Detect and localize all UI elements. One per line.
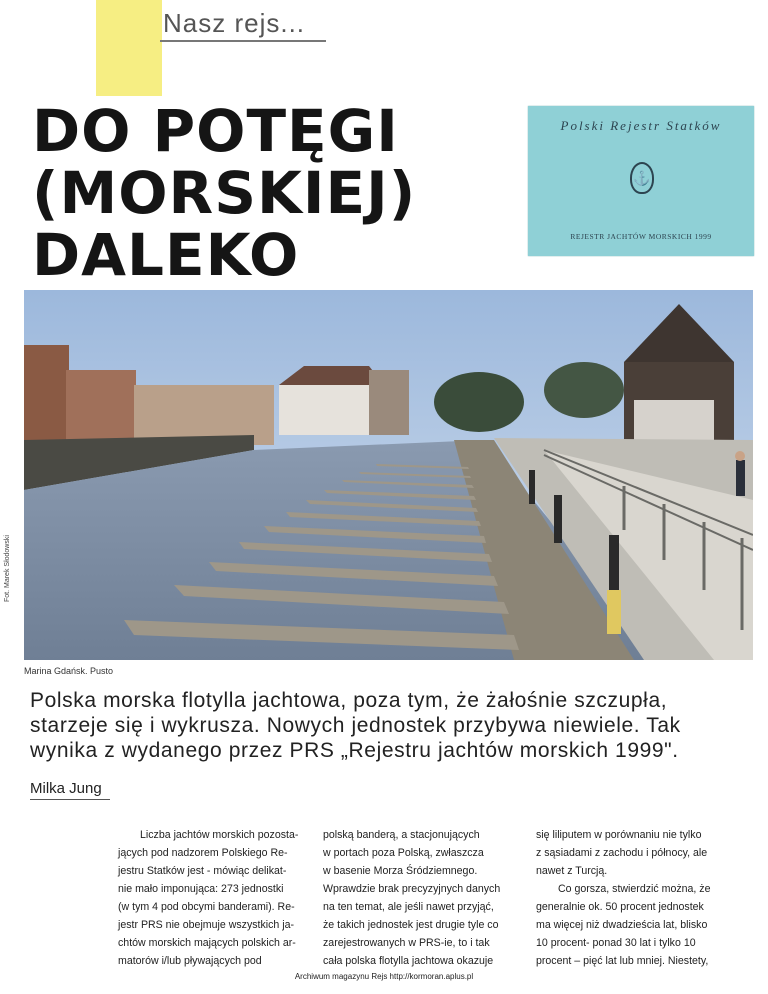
photo-caption: Marina Gdańsk. Pusto	[24, 666, 114, 676]
book-cover-publisher: Polski Rejestr Statków	[560, 118, 722, 133]
marina-photo	[24, 290, 753, 660]
body-line: (w tym 4 pod obcymi banderami). Re-	[118, 901, 295, 913]
body-line: jących pod nadzorem Polskiego Re-	[118, 847, 288, 859]
headline	[32, 97, 417, 289]
photo-credit: Fot. Marek Słodowski	[4, 535, 11, 602]
footer-archive-note: Archiwum magazynu Rejs http://kormoran.aplus.pl	[294, 972, 474, 981]
author-byline: Milka Jung	[30, 780, 102, 797]
book-cover-image	[528, 106, 754, 256]
book-cover-title: REJESTR JACHTÓW MORSKICH 1999	[570, 232, 712, 241]
body-column-1	[118, 826, 300, 970]
body-line: zarejestrowanych w PRS-ie, to i tak	[323, 937, 490, 949]
body-line: Co gorsza, stwierdzić można, że	[558, 883, 711, 895]
body-line: ma więcej niż dwadzieścia lat, blisko	[536, 919, 708, 931]
body-line: 10 procent- ponad 30 lat i tylko 10	[536, 937, 696, 949]
lead-line: starzeje się i wykrusza. Nowych jednostek przybywa niewiele. Tak	[30, 714, 681, 737]
crest-icon: ⚓	[630, 162, 654, 194]
body-line: generalnie ok. 50 procent jednostek	[536, 901, 704, 913]
headline-line-3: DALEKO	[32, 221, 300, 289]
body-line: że takich jednostek jest drugie tyle co	[323, 919, 499, 931]
body-column-3	[536, 826, 750, 970]
lead-line: wynika z wydanego przez PRS „Rejestru jachtów morskich 1999".	[30, 739, 679, 762]
body-line: z sąsiadami z zachodu i północy, ale	[536, 847, 708, 859]
body-line: w basenie Morza Śródziemnego.	[323, 865, 478, 877]
body-line: Wprawdzie brak precyzyjnych danych	[323, 883, 501, 895]
body-line: cała polska flotylla jachtowa okazuje	[323, 955, 494, 967]
body-line: procent – pięć lat lub mniej. Niestety,	[536, 955, 709, 967]
body-column-2	[323, 826, 509, 970]
body-line: jestr PRS nie obejmuje wszystkich ja-	[118, 919, 295, 931]
section-underline	[160, 40, 326, 42]
body-line: w portach poza Polską, zwłaszcza	[323, 847, 484, 859]
body-line: polską banderą, a stacjonujących	[323, 829, 480, 841]
body-line: się liliputem w porównaniu nie tylko	[536, 829, 702, 841]
body-line: chtów morskich mających polskich ar-	[118, 937, 296, 949]
body-line: jestru Statków jest - mówiąc delikat-	[118, 865, 287, 877]
author-underline	[30, 799, 110, 800]
body-line: nie mało imponująca: 273 jednostki	[118, 883, 284, 895]
headline-line-1: DO POTĘGI	[32, 97, 399, 165]
headline-line-2: (MORSKIEJ)	[32, 159, 417, 227]
lead-line: Polska morska flotylla jachtowa, poza tym, że żałośnie szczupła,	[30, 689, 668, 712]
body-line: matorów i/lub pływających pod	[118, 955, 262, 967]
body-line: nawet z Turcją.	[536, 865, 608, 877]
body-line: Liczba jachtów morskich pozosta-	[140, 829, 299, 841]
lead-paragraph	[30, 688, 750, 763]
body-line: na ten temat, ale jeśli nawet przyjąć,	[323, 901, 494, 913]
yellow-accent-block	[96, 0, 162, 96]
section-label: Nasz rejs...	[163, 8, 306, 38]
